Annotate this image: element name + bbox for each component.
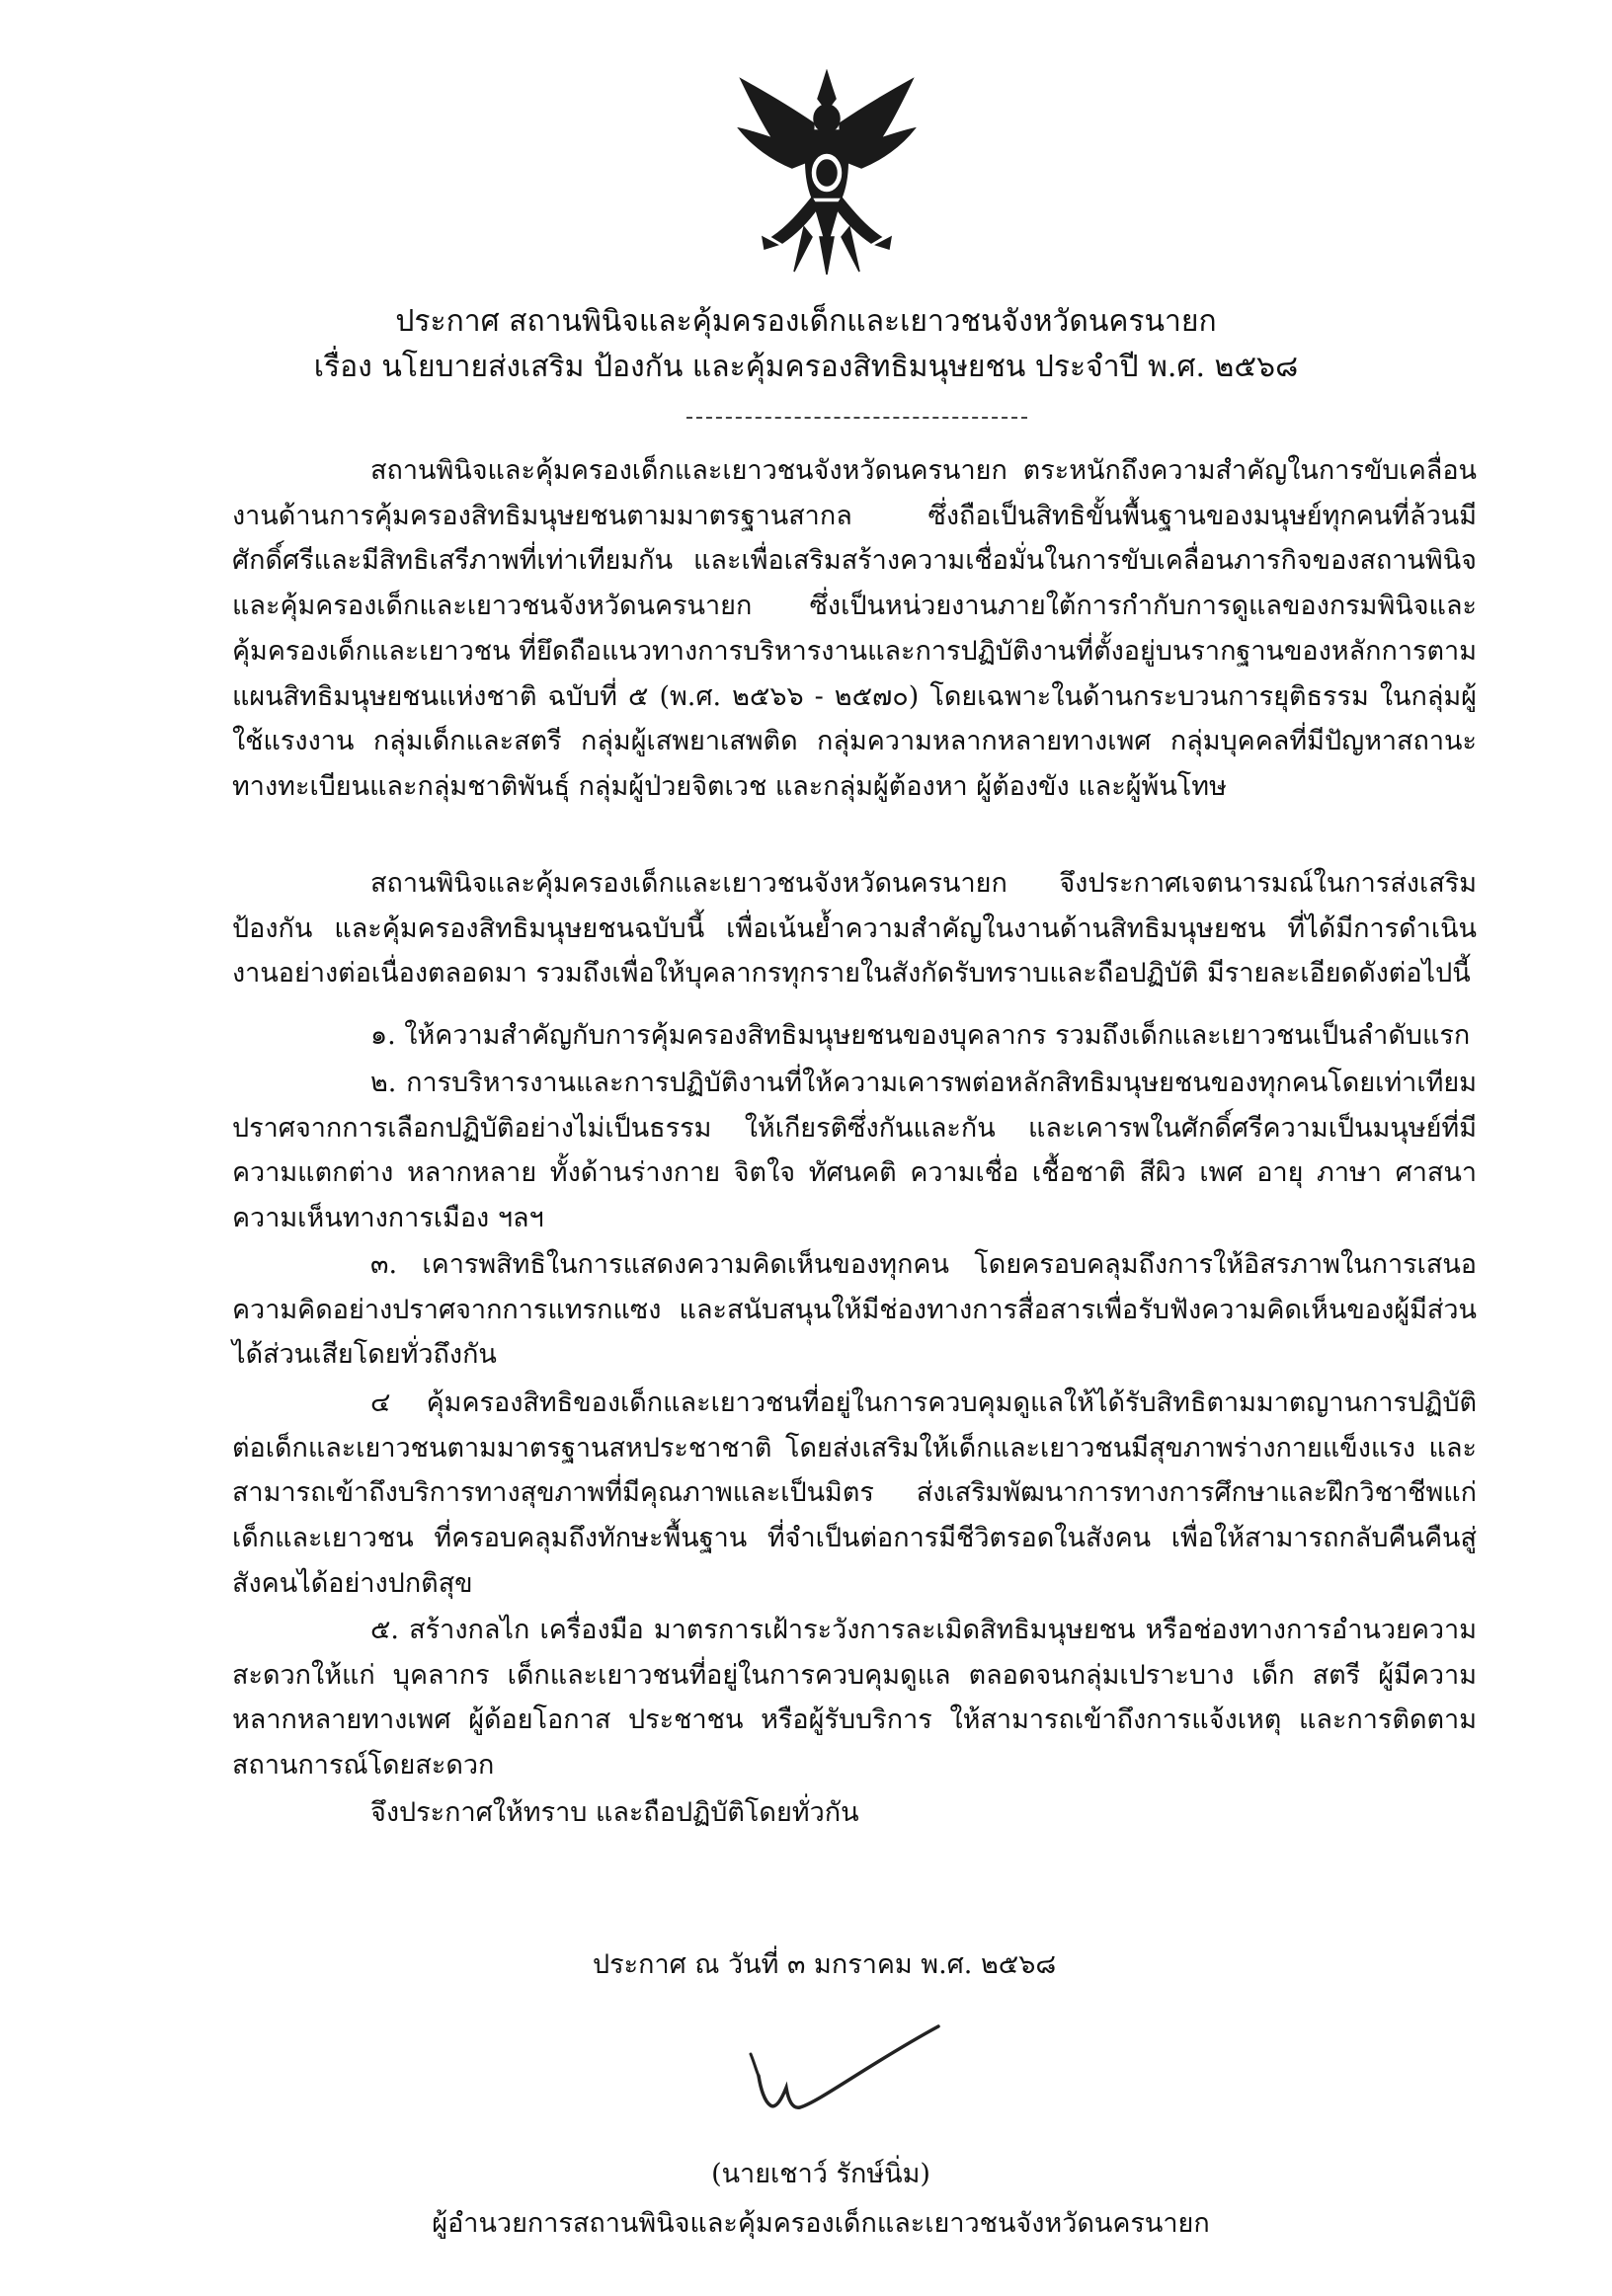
title-divider: [686, 417, 1027, 419]
garuda-emblem-icon: [733, 69, 921, 277]
announcement-date: ประกาศ ณ วันที่ ๓ มกราคม พ.ศ. ๒๕๖๘: [593, 1949, 1057, 1980]
announcement-subject: เรื่อง นโยบายส่งเสริม ป้องกัน และคุ้มครองสิทธิมนุษยชน ประจำปี พ.ศ. ๒๕๖๘: [313, 350, 1299, 384]
announcement-title: ประกาศ สถานพินิจและคุ้มครองเด็กและเยาวชนจังหวัดนครนายก: [395, 304, 1217, 339]
closing-line: จึงประกาศให้ทราบ และถือปฏิบัติโดยทั่วกัน: [370, 1797, 859, 1828]
policy-item-3: ๓. เคารพสิทธิในการแสดงความคิดเห็นของทุกคน โดยครอบคลุมถึงการให้อิสรภาพในการเสนอความคิดอย่างปราศจากการแทรกแซง และสนับสนุนให้มีช่องทางการสื่อสารเพื่อรับฟังความคิดเห็นของผู้มีส่วนได้ส่วนเสียโดยทั่วถึงกัน: [232, 1249, 1477, 1371]
policy-item-5: ๕. สร้างกลไก เครื่องมือ มาตรการเฝ้าระวังการละเมิดสิทธิมนุษยชน หรือช่องทางการอำนวยความสะดวกให้แก่ บุคลากร เด็กและเยาวชนที่อยู่ในการควบคุมดูแล ตลอดจนกลุ่มเปราะบาง เด็ก สตรี ผู้มีความหลากหลายทางเพศ ผู้ด้อยโอกาส ประชาชน หรือผู้รับบริการ ให้สามารถเข้าถึงการแจ้งเหตุ และการติดตามสถานการณ์โดยสะดวก: [232, 1615, 1477, 1781]
declaration-paragraph: สถานพินิจและคุ้มครองเด็กและเยาวชนจังหวัดนครนายก จึงประกาศเจตนารมณ์ในการส่งเสริม ป้องกัน และคุ้มครองสิทธิมนุษยชนฉบับนี้ เพื่อเน้นย้ำความสำคัญในงานด้านสิทธิมนุษยชน ที่ได้มีการดำเนินงานอย่างต่อเนื่องตลอดมา รวมถึงเพื่อให้บุคลากรทุกรายในสังกัดรับทราบและถือปฏิบัติ มีรายละเอียดดังต่อไปนี้: [232, 868, 1477, 990]
policy-item-1: ๑. ให้ความสำคัญกับการคุ้มครองสิทธิมนุษยชนของบุคลากร รวมถึงเด็กและเยาวชนเป็นลำดับแรก: [370, 1020, 1471, 1051]
signer-title: ผู้อำนวยการสถานพินิจและคุ้มครองเด็กและเยาวชนจังหวัดนครนายก: [432, 2208, 1210, 2239]
policy-item-4: ๔ คุ้มครองสิทธิของเด็กและเยาวชนที่อยู่ในการควบคุมดูแลให้ได้รับสิทธิตามมาตญานการปฏิบัติต่อเด็กและเยาวชนตามมาตรฐานสหประชาชาติ โดยส่งเสริมให้เด็กและเยาวชนมีสุขภาพร่างกายแข็งแรง และสามารถเข้าถึงบริการทางสุขภาพที่มีคุณภาพและเป็นมิตร ส่งเสริมพัฒนาการทางการศึกษาและฝึกวิชาชีพแก่เด็กและเยาวชน ที่ครอบคลุมถึงทักษะพื้นฐาน ที่จำเป็นต่อการมีชีวิตรอดในสังคน เพื่อให้สามารถกลับคืนคืนสู่สังคนได้อย่างปกติสุข: [232, 1387, 1477, 1599]
signer-name: (นายเชาว์ รักษ์นิ่ม): [711, 2159, 930, 2189]
intro-paragraph: สถานพินิจและคุ้มครองเด็กและเยาวชนจังหวัดนครนายก ตระหนักถึงความสำคัญในการขับเคลื่อนงานด้านการคุ้มครองสิทธิมนุษยชนตามมาตรฐานสากล ซึ่งถือเป็นสิทธิขั้นพื้นฐานของมนุษย์ทุกคนที่ล้วนมีศักดิ์ศรีและมีสิทธิเสรีภาพที่เท่าเทียมกัน และเพื่อเสริมสร้างความเชื่อมั่นในการขับเคลื่อนภารกิจของสถานพินิจและคุ้มครองเด็กและเยาวชนจังหวัดนครนายก ซึ่งเป็นหน่วยงานภายใต้การกำกับการดูแลของกรมพินิจและคุ้มครองเด็กและเยาวชน ที่ยึดถือแนวทางการบริหารงานและการปฏิบัติงานที่ตั้งอยู่บนรากฐานของหลักการตามแผนสิทธิมนุษยชนแห่งชาติ ฉบับที่ ๕ (พ.ศ. ๒๕๖๖ - ๒๕๗๐) โดยเฉพาะในด้านกระบวนการยุติธรรม ในกลุ่มผู้ใช้แรงงาน กลุ่มเด็กและสตรี กลุ่มผู้เสพยาเสพติด กลุ่มความหลากหลายทางเพศ กลุ่มบุคคลที่มีปัญหาสถานะทางทะเบียนและกลุ่มชาติพันธุ์ กลุ่มผู้ป่วยจิตเวช และกลุ่มผู้ต้องหา ผู้ต้องขัง และผู้พ้นโทษ: [232, 455, 1477, 802]
policy-item-2: ๒. การบริหารงานและการปฏิบัติงานที่ให้ความเคารพต่อหลักสิทธิมนุษยชนของทุกคนโดยเท่าเทียม ปราศจากการเลือกปฏิบัติอย่างไม่เป็นธรรม ให้เกียรติซึ่งกันและกัน และเคารพในศักดิ์ศรีความเป็นมนุษย์ที่มีความแตกต่าง หลากหลาย ทั้งด้านร่างกาย จิตใจ ทัศนคติ ความเชื่อ เชื้อชาติ สีผิว เพศ อายุ ภาษา ศาสนา ความเห็นทางการเมือง ฯลฯ: [232, 1068, 1477, 1234]
signature-icon: [731, 2015, 958, 2123]
